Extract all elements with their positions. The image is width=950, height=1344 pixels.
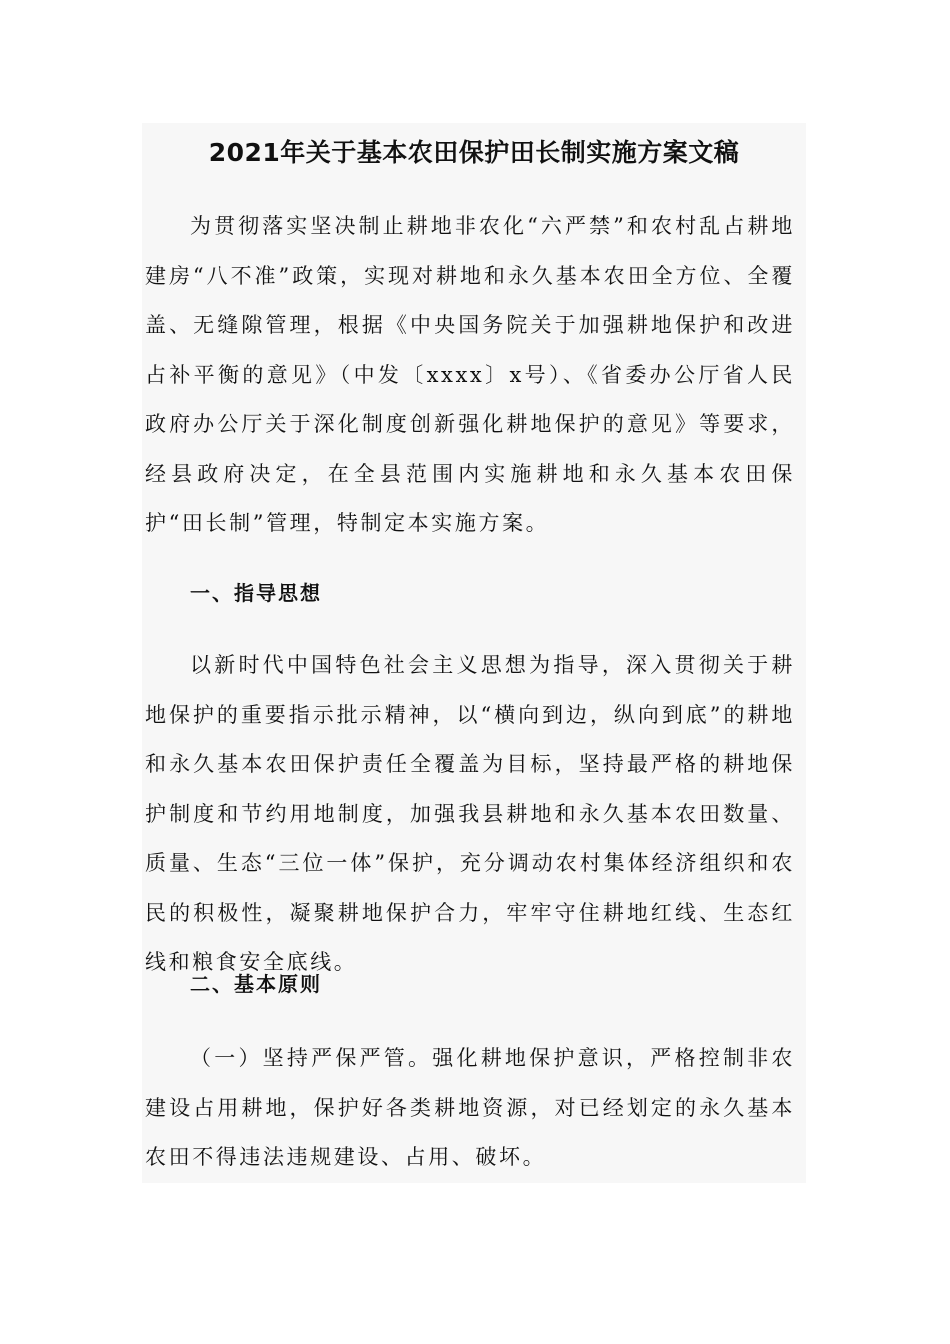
section-heading-basic-principles: 二、基本原则 (190, 972, 322, 996)
guiding-ideology-paragraph: 以新时代中国特色社会主义思想为指导，深入贯彻关于耕地保护的重要指示批示精神，以“横向到边，纵向到底”的耕地和永久基本农田保护责任全覆盖为目标，坚持最严格的耕地保护制度和节约用地制度，加强我县耕地和永久基本农田数量、质量、生态“三位一体”保护，充分调动农村集体经济组织和农民的积极性，凝聚耕地保护合力，牢牢守住耕地红线、生态红线和粮食安全底线。 (145, 653, 795, 974)
intro-paragraph: 为贯彻落实坚决制止耕地非农化“六严禁”和农村乱占耕地建房“八不准”政策，实现对耕地和永久基本农田全方位、全覆盖、无缝隙管理，根据《中央国务院关于加强耕地保护和改进占补平衡的意见》（中发〔xxxx〕x号）、《省委办公厅省人民政府办公厅关于深化制度创新强化耕地保护的意见》等要求，经县政府决定，在全县范围内实施耕地和永久基本农田保护“田长制”管理，特制定本实施方案。 (145, 214, 795, 535)
principle-item-1-paragraph: （一）坚持严保严管。强化耕地保护意识，严格控制非农建设占用耕地，保护好各类耕地资源，对已经划定的永久基本农田不得违法违规建设、占用、破坏。 (145, 1046, 795, 1169)
document-title: 2021年关于基本农田保护田长制实施方案文稿 (208, 138, 740, 167)
document-content (142, 123, 806, 1183)
section-heading-guiding-ideology: 一、指导思想 (190, 581, 322, 605)
